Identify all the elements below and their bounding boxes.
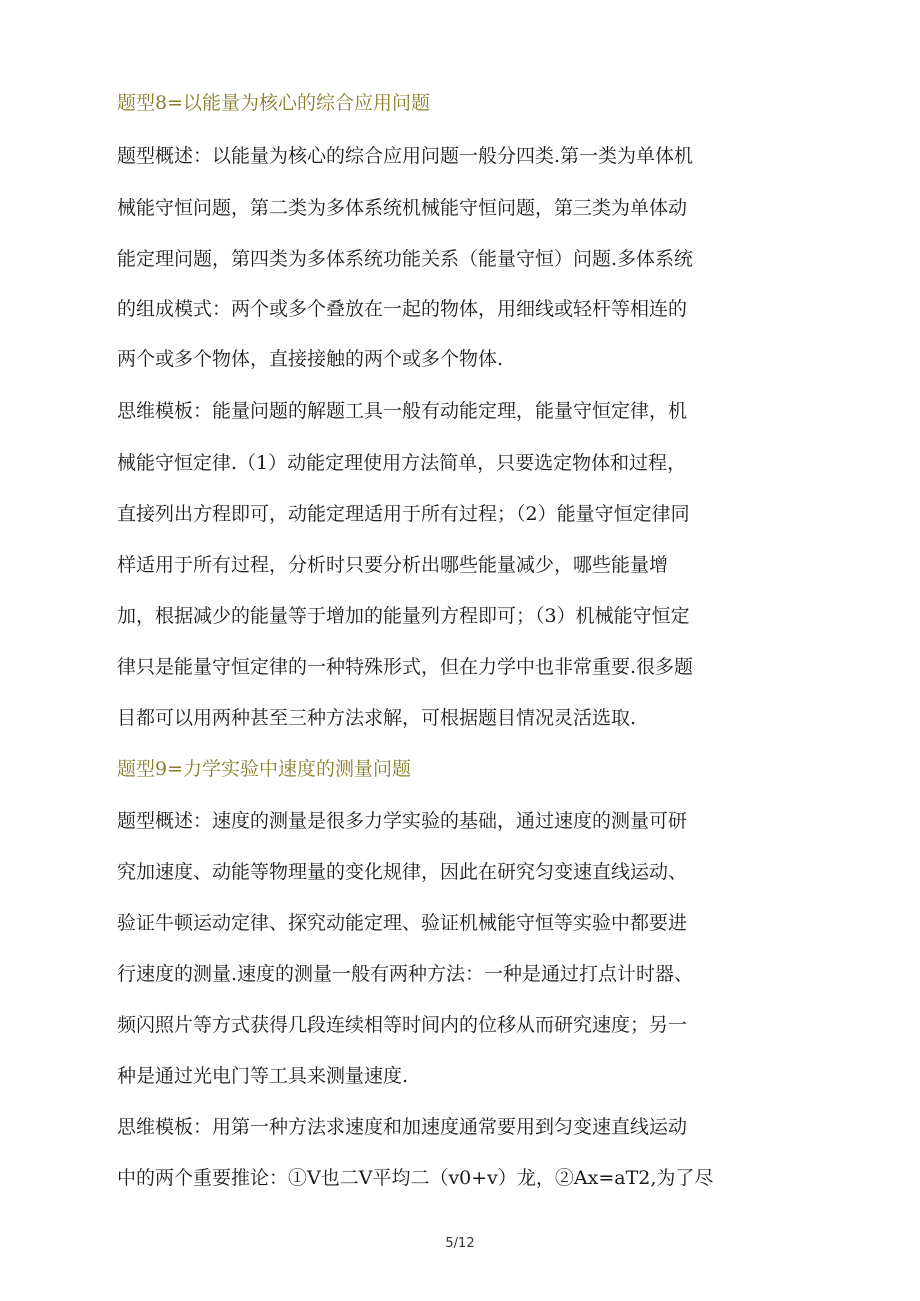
section-8-template-line: 加，根据减少的能量等于增加的能量列方程即可；（3）机械能守恒定 <box>117 605 690 627</box>
section-9-overview-line: 行速度的测量.速度的测量一般有两种方法：一种是通过打点计时器、 <box>117 963 694 985</box>
section-9-overview-line: 题型概述：速度的测量是很多力学实验的基础，通过速度的测量可研 <box>117 810 688 832</box>
section-8-template-line: 思维模板：能量问题的解题工具一般有动能定理，能量守恒定律，机 <box>117 400 688 422</box>
section-8-template-line: 样适用于所有过程，分析时只要分析出哪些能量减少，哪些能量增 <box>117 554 669 576</box>
section-8-overview-line: 两个或多个物体，直接接触的两个或多个物体. <box>117 348 504 370</box>
section-9-overview-line: 验证牛顿运动定律、探究动能定理、验证机械能守恒等实验中都要进 <box>117 912 688 934</box>
section-8-heading: 题型8=以能量为核心的综合应用问题 <box>117 92 431 114</box>
section-8-template-line: 律只是能量守恒定律的一种特殊形式，但在力学中也非常重要.很多题 <box>117 656 694 678</box>
page-number: 5/12 <box>445 1236 475 1251</box>
section-8-overview-line: 能定理问题，第四类为多体系统功能关系（能量守恒）问题.多体系统 <box>117 248 694 270</box>
section-9-heading: 题型9=力学实验中速度的测量问题 <box>117 758 412 780</box>
section-9-overview-line: 频闪照片等方式获得几段连续相等时间内的位移从而研究速度；另一 <box>117 1014 688 1036</box>
section-9-overview-line: 种是通过光电门等工具来测量速度. <box>117 1065 409 1087</box>
section-9-template-line: 中的两个重要推论：①V也二V平均二（v0+v）龙，②Ax=aT2,为了尽 <box>117 1167 714 1189</box>
section-8-overview-line: 械能守恒问题，第二类为多体系统机械能守恒问题，第三类为单体动 <box>117 197 688 219</box>
section-8-template-line: 目都可以用两种甚至三种方法求解，可根据题目情况灵活选取. <box>117 707 637 729</box>
section-8-template-line: 直接列出方程即可，动能定理适用于所有过程；（2）能量守恒定律同 <box>117 503 690 525</box>
section-8-template-line: 械能守恒定律.（1）动能定理使用方法简单，只要选定物体和过程， <box>117 452 687 474</box>
section-8-overview-line: 题型概述：以能量为核心的综合应用问题一般分四类.第一类为单体机 <box>117 145 694 167</box>
section-9-overview-line: 究加速度、动能等物理量的变化规律，因此在研究匀变速直线运动、 <box>117 861 688 883</box>
section-8-overview-line: 的组成模式：两个或多个叠放在一起的物体，用细线或轻杆等相连的 <box>117 298 688 320</box>
section-9-template-line: 思维模板：用第一种方法求速度和加速度通常要用到匀变速直线运动 <box>117 1116 688 1138</box>
